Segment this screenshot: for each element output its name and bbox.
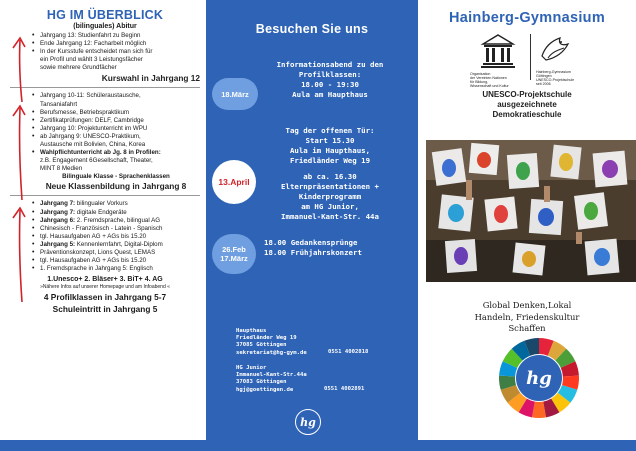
logo-divider <box>530 34 531 80</box>
list-item: • Jahrgang 7: bilingualer Vorkurs <box>32 200 200 208</box>
homepage-note: »Nähere Infos auf unserer Homepage und am Infoabend « <box>40 284 170 291</box>
list-item: • Präventionskonzept, Lions Quest, LEMAS <box>32 249 200 257</box>
section-upper-school <box>10 32 200 83</box>
abitur-subtitle: (bilinguales) Abitur <box>73 23 137 30</box>
list-item: • Jahrgang 6: 2. Fremdsprache, bilingual AG <box>32 217 200 225</box>
list-item: • Jahrgang 13: Studienfahrt zu Beginn <box>32 32 200 40</box>
list-item: • tgl. Hausaufgaben AG + AGs bis 15.20 <box>32 257 200 265</box>
profile-list: 1.Unesco+ 2. Bläser+ 3. BiT+ 4. AG <box>47 276 163 284</box>
course-choice-footer: Kurswahl in Jahrgang 12 <box>101 73 200 84</box>
section-middle-school <box>10 92 200 191</box>
list-item: • Zertifikatprüfungen: DELF, Cambridge <box>32 117 200 125</box>
date-badge-april: 13.April <box>212 160 256 204</box>
divider <box>10 195 200 196</box>
list-item: • 1. Fremdsprache in Jahrgang 5: Englisch <box>32 265 200 273</box>
list-item: • ab Jahrgang 9: UNESCO-Praktikum, <box>32 133 200 141</box>
section-lower-school <box>10 200 200 273</box>
students-hands-photo <box>426 140 636 282</box>
arrow-up-icon <box>10 102 28 202</box>
date-badge-march: 18.März <box>212 78 258 110</box>
list-item: • In der Kursstufe entscheidet man sich für <box>32 48 200 56</box>
list-item: • Jahrgang 10: Projektunterricht im WPU <box>32 125 200 133</box>
sdg-wheel-logo <box>496 335 582 421</box>
overview-title: HG IM ÜBERBLICK <box>46 8 164 22</box>
school-subtitle: UNESCO-Projektschule ausgezeichnete Demokratieschule <box>482 90 572 119</box>
class-formation-footer: Neue Klassenbildung in Jahrgang 8 <box>45 181 187 192</box>
list-item: • tgl. Hausaufgaben AG + AGs bis 15.20 <box>32 233 200 241</box>
concerts-details: 18.00 Gedankensprünge 18.00 Frühjahrskonzert <box>264 238 362 257</box>
school-title: Hainberg-Gymnasium <box>448 10 606 26</box>
list-item: • Jahrgang 7: digitale Endgeräte <box>32 209 200 217</box>
address-main-building: Haupthaus Friedländer Weg 19 37085 Göttingen sekretariat@hg-gym.de <box>236 328 307 356</box>
visit-title: Besuchen Sie uns <box>255 22 369 36</box>
arrow-up-icon <box>10 204 28 304</box>
lower-school-list <box>32 200 200 273</box>
address-junior: HG Junior Immanuel-Kant-Str.44a 37083 Göttingen hgj@goettingen.de <box>236 365 307 393</box>
list-item: • Jahrgang 10-11: Schüleraustausche, <box>32 92 200 100</box>
profile-classes-footer: 4 Profilklassen in Jahrgang 5-7 <box>43 292 167 303</box>
school-motto: Global Denken,Lokal Handeln, Friedenskultur Schaffen <box>474 300 580 333</box>
bilingual-classes: Bilinguale Klasse - Sprachenklassen <box>62 173 170 181</box>
unesco-temple-icon <box>480 32 516 72</box>
list-item: MINT 8 Medien <box>40 165 83 173</box>
phone-main-building: 0551 4002818 <box>328 349 369 355</box>
date-badge-concerts: 26.Feb 17.März <box>212 234 256 274</box>
list-item: • Berufsmesse, Betriebspraktikum <box>32 109 200 117</box>
upper-school-list <box>32 32 200 72</box>
sdg-hg-text: hg <box>526 368 552 389</box>
list-item: • Chinesisch - Französisch - Latein - Spanisch <box>32 225 200 233</box>
info-evening-details: Informationsabend zu den Profilklassen: 18.00 - 19:30 Aula am Haupthaus <box>276 60 384 99</box>
list-item: • Jahrgang 5: Kennenlernfahrt, Digital-Diplom <box>32 241 200 249</box>
school-caption: Hainberg-Gymnasium Göttingen UNESCO-Projektschule seit 2006 <box>536 70 575 86</box>
dove-icon <box>538 34 572 68</box>
bottom-bar <box>0 440 636 451</box>
visit-column <box>206 0 418 440</box>
list-item: Tansaniafahrt <box>40 100 78 108</box>
hg-logo: hg <box>295 409 321 435</box>
phone-junior: 0551 4002891 <box>324 386 365 392</box>
open-day-details: Tag der offenen Tür: Start 15.30 Aula im Haupthaus, Friedländer Weg 19 ab ca. 16.30 Elternpräsentationen + Kinderprogramm am HG Junior, Immanuel-Kant-Str. 44a <box>281 126 379 221</box>
school-entry-footer: Schuleintritt in Jahrgang 5 <box>52 304 158 315</box>
list-item: sowie mehrere Grundfächer <box>40 64 117 72</box>
list-item: ein Profil und wählt 3 Leistungsfächer <box>40 56 143 64</box>
list-item: • Wahlpflichtunterricht ab Jg. 8 in Profilen: <box>32 149 200 157</box>
divider <box>10 87 200 88</box>
school-column <box>418 0 636 440</box>
list-item: Austausche mit Bolivien, China, Korea <box>40 141 146 149</box>
overview-column <box>0 0 206 440</box>
list-item: • Ende Jahrgang 12: Facharbeit möglich <box>32 40 200 48</box>
logos-row <box>418 32 636 88</box>
unesco-caption: Organisation der Vereinten Nationen für Bildung, Wissenschaft und Kultur <box>470 72 509 88</box>
middle-school-list <box>32 92 200 173</box>
list-item: z.B. Engagement 6Gesellschaft, Theater, <box>40 157 153 165</box>
